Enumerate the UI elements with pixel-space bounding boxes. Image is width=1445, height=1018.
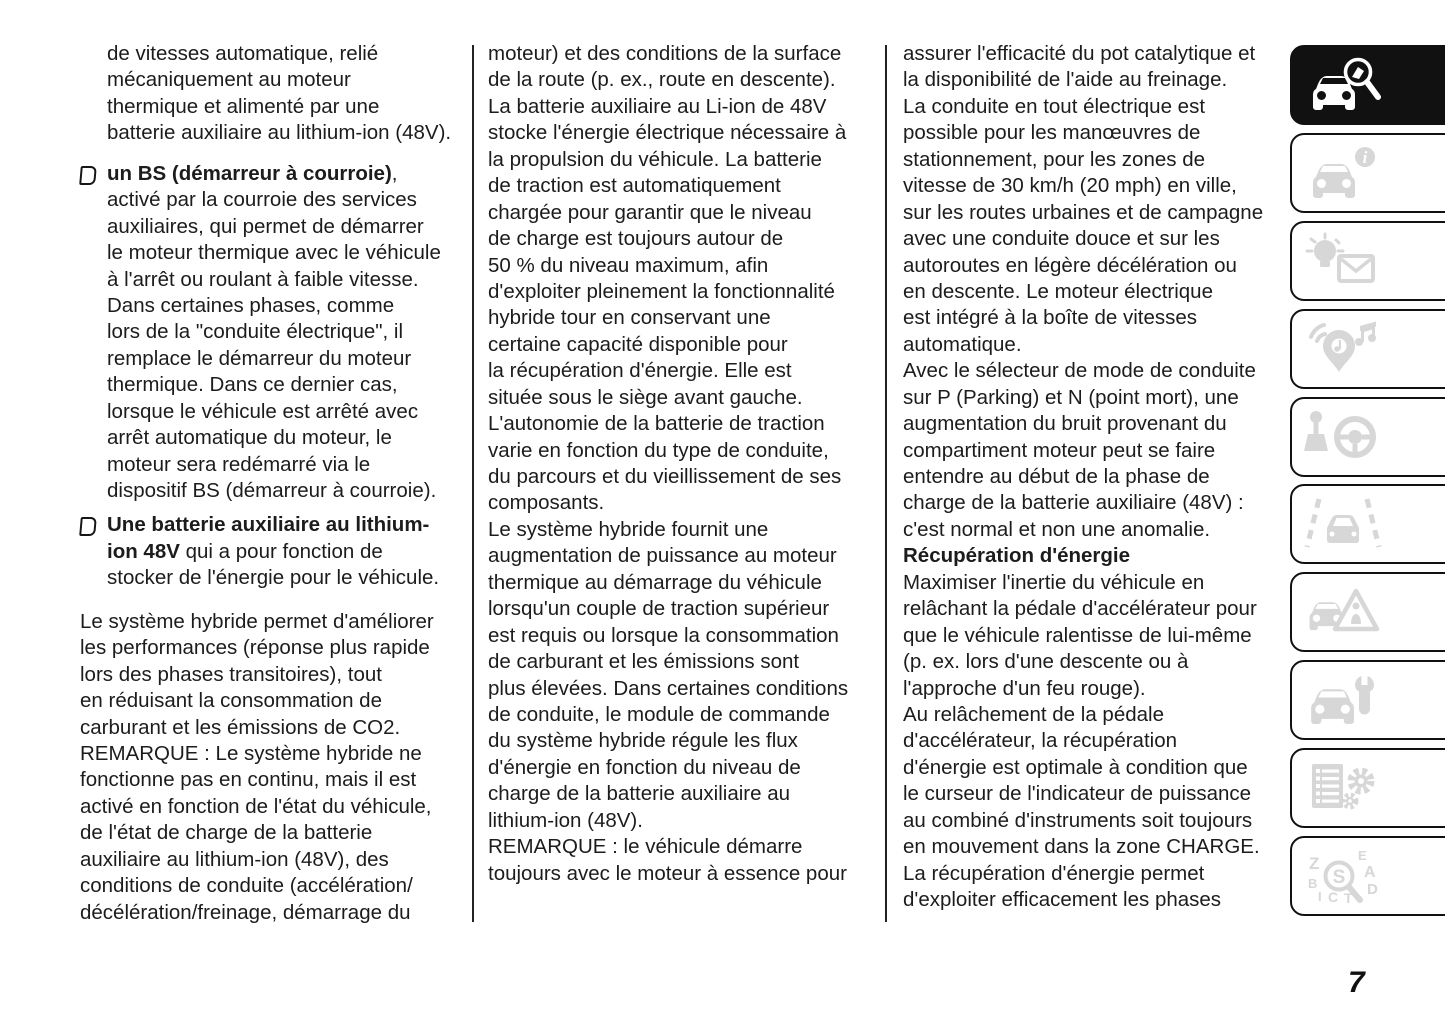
- text-line: en mouvement dans la zone CHARGE.: [903, 835, 1260, 859]
- text-line: chargée pour garantir que le niveau: [488, 200, 812, 224]
- text-line: thermique et alimenté par une: [107, 94, 380, 118]
- text-line: moteur) et des conditions de la surface: [488, 42, 842, 65]
- tab-instrument-panel[interactable]: [1290, 133, 1445, 213]
- text-line: toujours avec le moteur à essence pour: [488, 861, 847, 885]
- text-line: de l'état de charge de la batterie: [80, 821, 373, 845]
- text-line: la récupération d'énergie. Elle est: [488, 359, 792, 383]
- text-line: lithium-ion (48V).: [488, 808, 643, 832]
- text-line: REMARQUE : Le système hybride ne: [80, 741, 422, 765]
- text-line: 50 % du niveau maximum, afin: [488, 253, 769, 277]
- text-line: auxiliaire au lithium-ion (48V), des: [80, 847, 389, 871]
- car-lane-assist-icon: [1303, 495, 1383, 553]
- text-line: avec une conduite douce et sur les: [903, 227, 1220, 251]
- text-line: stocker de l'énergie pour le véhicule.: [107, 566, 440, 590]
- paragraph: [903, 41, 1295, 913]
- text-line: du parcours et du vieillissement de ses: [488, 465, 842, 488]
- text-line: batterie auxiliaire au lithium-ion (48V).: [107, 121, 452, 145]
- text-line: conditions de conduite (accélération/: [80, 874, 413, 898]
- text-line: mécaniquement au moteur: [107, 68, 351, 92]
- column-divider: [885, 45, 887, 922]
- text-line: carburant et les émissions de CO2.: [80, 715, 401, 739]
- text-line: autoroutes en légère décélération ou: [903, 253, 1237, 277]
- paragraph: [488, 41, 880, 887]
- svg-text:E: E: [1358, 848, 1367, 863]
- tab-getting-to-know-vehicle[interactable]: [1290, 45, 1445, 125]
- text-line: activé en fonction de l'état du véhicule,: [80, 794, 432, 818]
- text-line: la disponibilité de l'aide au freinage.: [903, 68, 1228, 92]
- text-line: arrêt automatique du moteur, le: [107, 426, 392, 450]
- tab-in-an-emergency[interactable]: [1290, 572, 1445, 652]
- text-line: lors des phases transitoires), tout: [80, 662, 382, 686]
- text-line: les performances (réponse plus rapide: [80, 636, 430, 660]
- text-line: sur P (Parking) et N (point mort), une: [903, 385, 1239, 409]
- text-line: lorsqu'un couple de traction supérieur: [488, 597, 830, 621]
- svg-text:C: C: [1328, 889, 1339, 905]
- text-line: à l'arrêt ou roulant à faible vitesse.: [107, 267, 419, 291]
- text-line: stocke l'énergie électrique nécessaire à: [488, 121, 847, 145]
- text-line: fonctionne pas en continu, mais il est: [80, 768, 417, 792]
- text-line: (p. ex. lors d'une descente ou à: [903, 650, 1189, 674]
- text-line: lorsque le véhicule est arrêté avec: [107, 399, 419, 423]
- location-pin-music-icon: [1303, 320, 1383, 378]
- tab-warning-lights-messages[interactable]: [1290, 221, 1445, 301]
- text-line: automatique.: [903, 332, 1022, 356]
- text-line: entendre au début de la phase de: [903, 465, 1210, 488]
- text-line: Au relâchement de la pédale: [903, 702, 1164, 726]
- svg-text:I: I: [1318, 889, 1322, 904]
- text-line: c'est normal et non une anomalie.: [903, 517, 1211, 541]
- svg-text:T: T: [1344, 890, 1353, 905]
- text-line: d'accélérateur, la récupération: [903, 729, 1177, 753]
- text-line: sur les routes urbaines et de campagne: [903, 200, 1264, 224]
- text-line: est intégré à la boîte de vitesses: [903, 306, 1198, 330]
- car-warning-triangle-icon: [1303, 583, 1383, 641]
- text-line: au combiné d'instruments soit toujours: [903, 808, 1253, 832]
- tab-multimedia-navigation[interactable]: [1290, 309, 1445, 389]
- tab-servicing-and-care[interactable]: [1290, 660, 1445, 740]
- text-line: vitesse de 30 km/h (20 mph) en ville,: [903, 174, 1237, 198]
- tab-technical-specifications[interactable]: [1290, 748, 1445, 828]
- text-line: en réduisant la consommation de: [80, 689, 382, 713]
- text-line: La conduite en tout électrique est: [903, 94, 1206, 118]
- paragraph: [80, 609, 472, 926]
- chapter-tab-sidebar: [1290, 0, 1445, 1018]
- svg-text:Z: Z: [1309, 854, 1320, 873]
- text-line: décélération/freinage, démarrage du: [80, 900, 411, 924]
- text-line: charge de la batterie auxiliaire au: [488, 782, 790, 806]
- text-line: stationnement, pour les zones de: [903, 147, 1205, 171]
- svg-text:A: A: [1364, 864, 1376, 881]
- gearshift-steering-wheel-icon: [1303, 408, 1383, 466]
- text-line: du système hybride régule les flux: [488, 729, 798, 753]
- text-line: que le véhicule ralentisse de lui-même: [903, 623, 1252, 647]
- text-line: augmentation de puissance au moteur: [488, 544, 837, 568]
- tab-alphabetical-index[interactable]: [1290, 836, 1445, 916]
- bullet-item: [80, 161, 472, 505]
- text-line: Une batterie auxiliaire au lithium-: [107, 513, 430, 537]
- text-line: certaine capacité disponible pour: [488, 332, 788, 356]
- text-line: hybride tour en conservant une: [488, 306, 771, 330]
- text-line: REMARQUE : le véhicule démarre: [488, 835, 803, 859]
- text-line: activé par la courroie des services: [107, 188, 417, 212]
- bullet-item: [80, 512, 472, 591]
- text-line: d'exploiter pleinement la fonctionnalité: [488, 279, 835, 303]
- column-divider: [472, 45, 474, 922]
- text-line: Récupération d'énergie: [903, 544, 1131, 568]
- text-column-3: [903, 41, 1295, 913]
- warning-light-envelope-icon: [1303, 232, 1383, 290]
- car-wrench-icon: [1303, 671, 1383, 729]
- text-line: assurer l'efficacité du pot catalytique et: [903, 42, 1256, 65]
- square-bullet-icon: [79, 517, 97, 536]
- text-line: varie en fonction du type de conduite,: [488, 438, 829, 462]
- text-line: plus élevées. Dans certaines conditions: [488, 676, 849, 700]
- text-line: dispositif BS (démarreur à courroie).: [107, 479, 437, 502]
- text-line: d'énergie en fonction du niveau de: [488, 755, 801, 779]
- text-line: de charge est toujours autour de: [488, 227, 784, 251]
- text-line: relâchant la pédale d'accélérateur pour: [903, 597, 1257, 621]
- tab-starting-and-driving[interactable]: [1290, 397, 1445, 477]
- text-line: thermique. Dans ce dernier cas,: [107, 373, 398, 397]
- text-line: est requis ou lorsque la consommation: [488, 623, 839, 647]
- index-letters-magnifier-icon: [1303, 847, 1383, 905]
- text-line: lors de la "conduite électrique", il: [107, 320, 404, 344]
- text-column-2: [488, 41, 880, 887]
- text-line: charge de la batterie auxiliaire (48V) :: [903, 491, 1244, 515]
- text-line: moteur sera redémarré via le: [107, 452, 371, 476]
- text-line: thermique au démarrage du véhicule: [488, 570, 822, 594]
- car-info-icon: [1303, 144, 1383, 202]
- paragraph: [80, 41, 472, 147]
- text-line: possible pour les manœuvres de: [903, 121, 1201, 145]
- text-line: d'exploiter efficacement les phases: [903, 888, 1222, 911]
- text-line: la propulsion du véhicule. La batterie: [488, 147, 822, 171]
- text-line: augmentation du bruit provenant du: [903, 412, 1227, 436]
- text-line: d'énergie est optimale à condition que: [903, 755, 1248, 779]
- text-line: de vitesses automatique, relié: [107, 42, 379, 65]
- svg-text:D: D: [1367, 881, 1378, 898]
- spec-list-gears-icon: [1303, 759, 1383, 817]
- svg-text:B: B: [1308, 876, 1318, 891]
- text-line: L'autonomie de la batterie de traction: [488, 412, 825, 436]
- svg-text:S: S: [1332, 867, 1346, 888]
- page-number: 7: [1348, 966, 1365, 999]
- text-line: compartiment moteur peut se faire: [903, 438, 1216, 462]
- square-bullet-icon: [79, 166, 97, 185]
- tab-driver-assistance[interactable]: [1290, 484, 1445, 564]
- text-column-1: [80, 41, 472, 926]
- text-line: La batterie auxiliaire au Li-ion de 48V: [488, 94, 827, 118]
- text-line: l'approche d'un feu rouge).: [903, 676, 1146, 700]
- text-line: de carburant et les émissions sont: [488, 650, 800, 674]
- text-line: Maximiser l'inertie du véhicule en: [903, 570, 1205, 594]
- text-line: La récupération d'énergie permet: [903, 861, 1205, 885]
- text-line: le moteur thermique avec le véhicule: [107, 241, 441, 265]
- text-line: Dans certaines phases, comme: [107, 293, 395, 317]
- text-line: le curseur de l'indicateur de puissance: [903, 782, 1252, 806]
- text-line: de la route (p. ex., route en descente).: [488, 68, 836, 92]
- text-line: en descente. Le moteur électrique: [903, 279, 1213, 303]
- text-line: située sous le siège avant gauche.: [488, 385, 803, 409]
- text-line: de traction est automatiquement: [488, 174, 781, 198]
- text-line: de conduite, le module de commande: [488, 702, 830, 726]
- text-line: remplace le démarreur du moteur: [107, 346, 412, 370]
- car-magnifier-icon: [1303, 56, 1383, 114]
- text-line: Avec le sélecteur de mode de conduite: [903, 359, 1256, 383]
- text-line: ion 48V qui a pour fonction de: [107, 539, 383, 563]
- svg-text:i: i: [1362, 148, 1368, 167]
- text-line: Le système hybride permet d'améliorer: [80, 609, 434, 633]
- text-line: composants.: [488, 491, 605, 515]
- text-line: un BS (démarreur à courroie),: [107, 161, 398, 185]
- text-line: auxiliaires, qui permet de démarrer: [107, 214, 424, 238]
- text-line: Le système hybride fournit une: [488, 517, 769, 541]
